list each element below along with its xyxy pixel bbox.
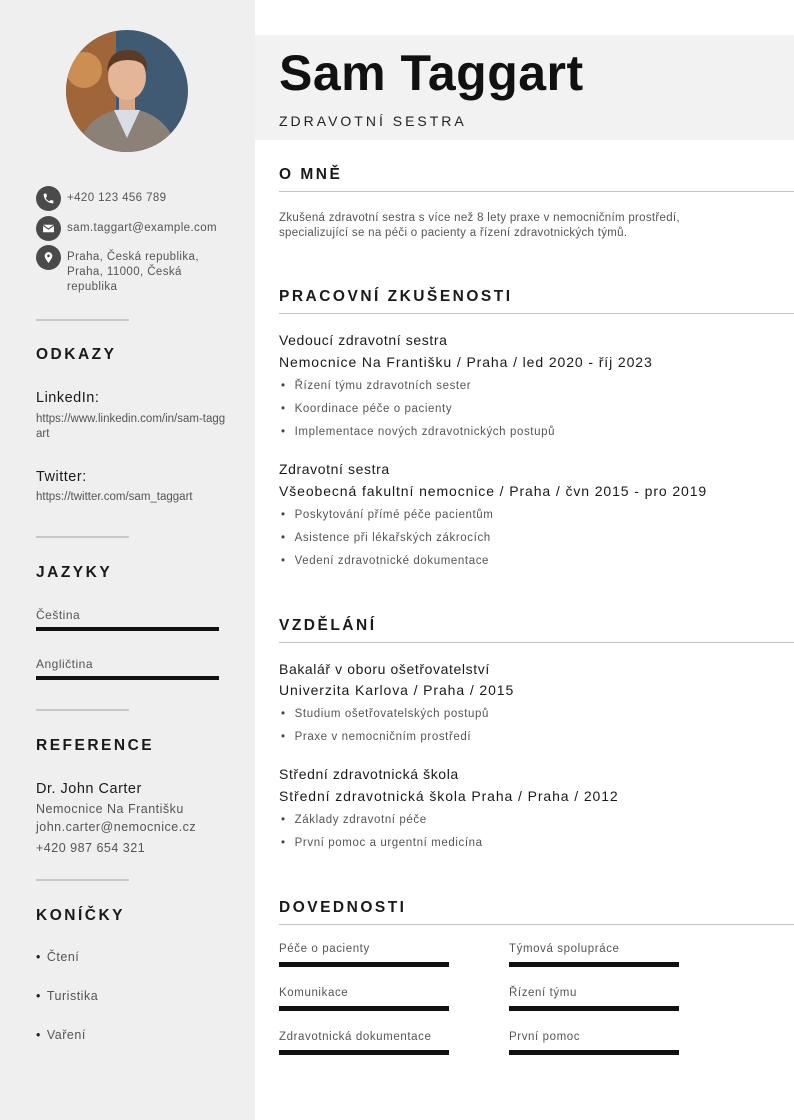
education-bullet: • Základy zdravotní péče [281, 814, 427, 826]
job-bullet: • Koordinace péče o pacienty [281, 403, 452, 415]
skill-level-bar [509, 1006, 679, 1011]
links-title: ODKAZY [36, 346, 117, 363]
education-degree: Bakalář v oboru ošetřovatelství [279, 661, 490, 677]
profile-photo [66, 30, 188, 152]
skills-title: DOVEDNOSTI [279, 899, 407, 916]
job-bullet: • Implementace nových zdravotnických postupů [281, 426, 555, 438]
skill-level-bar [279, 1050, 449, 1055]
skill-name: Týmová spolupráce [509, 943, 620, 955]
skill-level-bar [509, 962, 679, 967]
languages-title: JAZYKY [36, 564, 113, 581]
job-details: Všeobecná fakultní nemocnice / Praha / čvn 2015 - pro 2019 [279, 483, 708, 499]
sidebar-divider [36, 709, 129, 711]
job-bullet: • Řízení týmu zdravotních sester [281, 380, 471, 392]
about-title: O MNĚ [279, 166, 343, 183]
skill-name: První pomoc [509, 1031, 581, 1043]
contact-phone [36, 186, 217, 211]
education-bullet: • Studium ošetřovatelských postupů [281, 708, 489, 720]
sidebar-divider [36, 536, 129, 538]
person-role: ZDRAVOTNÍ SESTRA [279, 113, 467, 129]
skill-level-bar [279, 1006, 449, 1011]
education-bullet: • Praxe v nemocničním prostředí [281, 731, 471, 743]
skill-level-bar [509, 1050, 679, 1055]
language-name: Angličtina [36, 657, 94, 671]
education-degree: Střední zdravotnická škola [279, 766, 459, 782]
education-details: Univerzita Karlova / Praha / 2015 [279, 682, 515, 698]
language-level-bar [36, 627, 219, 631]
section-rule [279, 313, 794, 314]
job-position: Zdravotní sestra [279, 461, 390, 477]
phone-icon [36, 186, 61, 211]
job-bullet: • Vedení zdravotnické dokumentace [281, 555, 489, 567]
linkedin-label: LinkedIn: [36, 390, 100, 406]
contact-address [36, 245, 217, 295]
job-bullet: • Poskytování přímé péče pacientům [281, 509, 493, 521]
contact-email [36, 216, 217, 241]
sidebar-divider [36, 319, 129, 321]
hobby-item: • Čtení [36, 950, 79, 964]
job-details: Nemocnice Na Františku / Praha / led 2020 - říj 2023 [279, 354, 653, 370]
skill-name: Zdravotnická dokumentace [279, 1031, 432, 1043]
section-rule [279, 191, 794, 192]
skill-name: Komunikace [279, 987, 349, 999]
education-details: Střední zdravotnická škola Praha / Praha / 2012 [279, 788, 619, 804]
sidebar-divider [36, 879, 129, 881]
reference-title: REFERENCE [36, 737, 155, 754]
reference-name: Dr. John Carter [36, 781, 142, 797]
email-text: sam.taggart@example.com [67, 222, 217, 234]
language-name: Čeština [36, 608, 81, 622]
skill-name: Řízení týmu [509, 987, 577, 999]
job-position: Vedoucí zdravotní sestra [279, 332, 448, 348]
address-text: Praha, Česká republika, Praha, 11000, Česká republika [67, 251, 199, 293]
language-level-bar [36, 676, 219, 680]
hobbies-title: KONÍČKY [36, 907, 125, 924]
experience-title: PRACOVNÍ ZKUŠENOSTI [279, 288, 513, 305]
skill-level-bar [279, 962, 449, 967]
about-text: Zkušená zdravotní sestra s více než 8 lety praxe v nemocničním prostředí, specializující se na péči o pacienty a řízení zdravotnických týmů. [279, 212, 680, 239]
skill-name: Péče o pacienty [279, 943, 370, 955]
location-pin-icon [36, 245, 61, 270]
hobby-item: • Turistika [36, 989, 98, 1003]
job-bullet: • Asistence při lékařských zákrocích [281, 532, 491, 544]
person-name: Sam Taggart [279, 45, 584, 101]
twitter-label: Twitter: [36, 469, 87, 485]
mail-icon [36, 216, 61, 241]
phone-text: +420 123 456 789 [67, 192, 167, 204]
section-rule [279, 642, 794, 643]
education-bullet: • První pomoc a urgentní medicína [281, 837, 483, 849]
twitter-link[interactable]: https://twitter.com/sam_taggart [36, 491, 193, 503]
section-rule [279, 924, 794, 925]
reference-email[interactable]: john.carter@nemocnice.cz [36, 820, 197, 834]
linkedin-link[interactable]: https://www.linkedin.com/in/sam-taggart [36, 413, 226, 440]
hobby-item: • Vaření [36, 1028, 86, 1042]
education-title: VZDĚLÁNÍ [279, 617, 377, 634]
reference-company: Nemocnice Na Františku [36, 802, 184, 816]
reference-phone: +420 987 654 321 [36, 841, 146, 855]
